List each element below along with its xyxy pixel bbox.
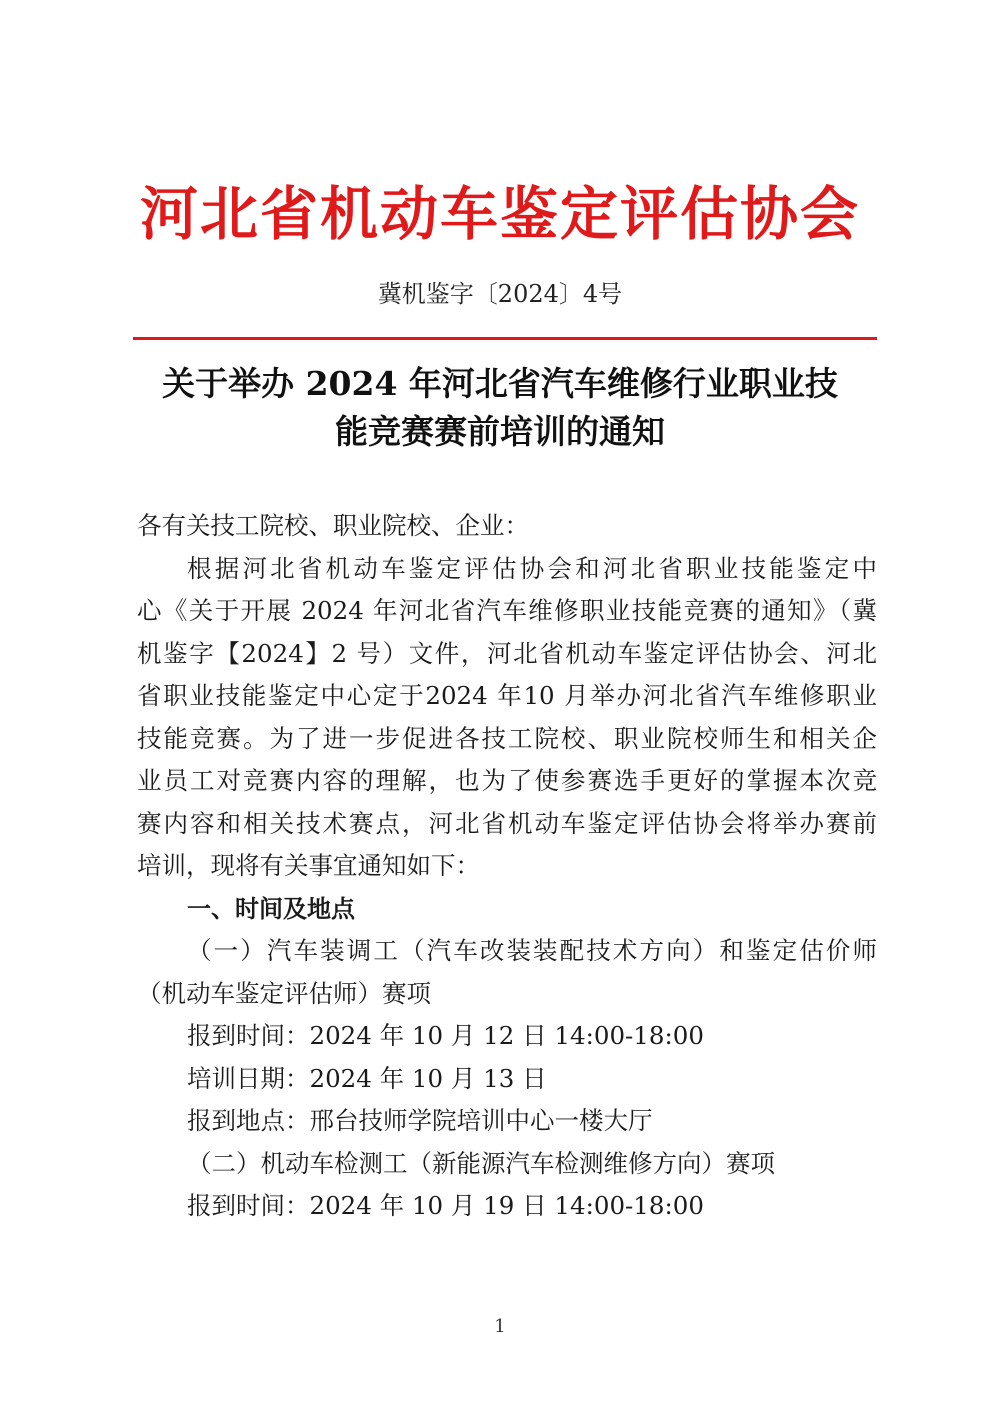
document-number: 冀机鉴字〔2024〕4号 <box>377 280 623 308</box>
report-location: 报到地点：邢台技师学院培训中心一楼大厅 <box>187 1106 653 1135</box>
salutation: 各有关技工院校、职业院校、企业： <box>137 511 529 540</box>
training-date: 培训日期：2024 年 10 月 13 日 <box>187 1063 547 1093</box>
notice-title-line-1: 关于举办 2024 年河北省汽车维修行业职业技 <box>162 364 838 403</box>
section-heading: 一、时间及地点 <box>187 894 355 923</box>
notice-body <box>137 505 877 1228</box>
paragraph-line: 根据河北省机动车鉴定评估协会和河北省职业技能鉴定中 <box>187 553 877 583</box>
paragraph-line: 赛内容和相关技术赛点，河北省机动车鉴定评估协会将举办赛前 <box>137 808 877 838</box>
notice-title-line-2: 能竞赛赛前培训的通知 <box>335 412 665 451</box>
paragraph-line: 业员工对竞赛内容的理解，也为了使参赛选手更好的掌握本次竞 <box>137 766 877 795</box>
red-divider <box>133 337 877 340</box>
paragraph-line: 技能竞赛。为了进一步促进各技工院校、职业院校师生和相关企 <box>137 723 877 753</box>
report-time: 报到时间：2024 年 10 月 12 日 14:00-18:00 <box>187 1021 704 1050</box>
organization-title: 河北省机动车鉴定评估协会 <box>139 180 860 248</box>
page-number: 1 <box>494 1316 506 1337</box>
notice-title <box>110 360 890 456</box>
report-time: 报到时间：2024 年 10 月 19 日 14:00-18:00 <box>187 1191 704 1220</box>
paragraph-line: 省职业技能鉴定中心定于2024 年10 月举办河北省汽车维修职业 <box>137 681 877 710</box>
item-title-continued: （机动车鉴定评估师）赛项 <box>137 978 431 1008</box>
item-title: （一）汽车装调工（汽车改装装配技术方向）和鉴定估价师 <box>187 936 877 965</box>
item-title: （二）机动车检测工（新能源汽车检测维修方向）赛项 <box>187 1148 775 1178</box>
paragraph-line: 心《关于开展 2024 年河北省汽车维修职业技能竞赛的通知》（冀 <box>137 596 877 625</box>
paragraph-line: 机鉴字【2024】2 号）文件，河北省机动车鉴定评估协会、河北 <box>137 638 877 668</box>
paragraph-line: 培训，现将有关事宜通知如下： <box>137 851 480 880</box>
